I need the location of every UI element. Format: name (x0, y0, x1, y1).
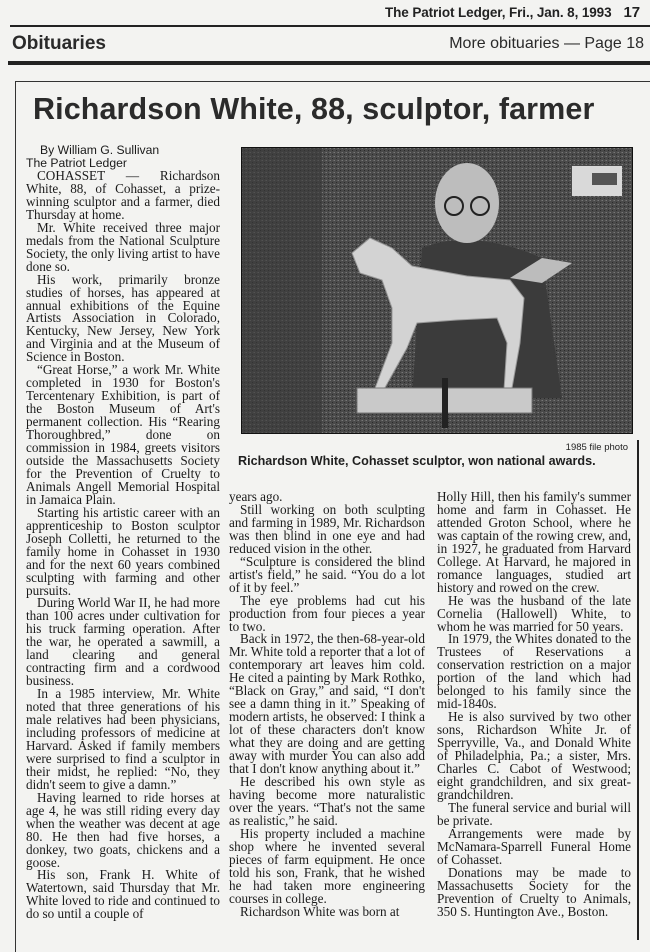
photo-credit: 1985 file photo (565, 442, 628, 453)
paragraph: Donations may be made to Massachusetts Society for the Prevention of Cruelty to Animals, 350 S. Huntington Ave., Boston. (437, 864, 631, 919)
paragraph: years ago. (229, 489, 283, 504)
paragraph: During World War II, he had more than 100 acres under cultivation for his truck farming operation. After the war, he operated a sawmill, a land clearing and general contracting firm and a cordwood business. (26, 595, 220, 689)
paragraph: He is also survived by two other sons, Richardson White Jr. of Sperryville, Va., and Donald White of Philadelphia, Pa.; a sister, Mrs. Charles C. Cabot of Westwood; eight grandchildren, and six great-grandchildren. (437, 709, 631, 802)
paragraph: Richardson White was born at (240, 903, 400, 919)
paragraph: Arrangements were made by McNamara-Sparrell Funeral Home of Cohasset. (437, 825, 631, 867)
paragraph: His property included a machine shop where he invented several pieces of farm equipment. He once told his son, Frank, that he wished he had taken more engineering courses in college. (229, 825, 425, 906)
article-column-1 (26, 144, 220, 921)
paragraph: His work, primarily bronze studies of horses, has appeared at annual exhibitions of the Equine Artists Association in Colorado, Kentucky, New Jersey, New York and Virginia and at the Museum of Science in Boston. (26, 271, 220, 365)
paragraph: Holly Hill, then his family's summer home and farm in Cohasset. He attended Groton School, where he was captain of the rowing crew, and, in 1927, he graduated from Harvard College. At Harvard, he majored in romance languages, studied art history and rowed on the crew. (437, 489, 631, 595)
paragraph: “Sculpture is considered the blind artist's field,” he said. “You do a lot of it by feel.” (229, 553, 425, 595)
paragraph: In 1979, the Whites donated to the Trustees of Reservations a conservation restriction on a major portion of the land which had belonged to his family since the mid-1840s. (437, 631, 631, 712)
paragraph: In a 1985 interview, Mr. White noted that three generations of his male relatives had been physicians, including professors of medicine at Harvard. Asked if family members were surprised to find a sculptor in their midst, he replied: “No, they didn't seem to give a damn.” (26, 686, 220, 792)
article-frame-right-rule (637, 440, 639, 940)
publication-dateline: The Patriot Ledger, Fri., Jan. 8, 1993 (384, 5, 612, 20)
sculptor-photo-illustration (242, 148, 632, 433)
paragraph: He was the husband of the late Cornelia (Hallowell) White, to whom he was married for 50 years. (437, 592, 631, 634)
byline (26, 144, 220, 170)
paragraph: The eye problems had cut his production from four pieces a year to two. (229, 592, 425, 634)
paragraph: Having learned to ride horses at age 4, he was still riding every day when the weather was decent at age 80. He then had five horses, a donkey, two goats, chickens and a goose. (26, 789, 220, 870)
paragraph: He described his own style as having become more naturalistic over the years. “That's not the same as realistic,” he said. (229, 773, 425, 828)
section-title: Obituaries (12, 33, 106, 54)
headline: Richardson White, 88, sculptor, farmer (33, 92, 595, 126)
article-column-2 (229, 491, 425, 918)
paragraph: Still working on both sculpting and farming in 1989, Mr. Richardson was then blind in one eye and had reduced vision in the other. (229, 501, 425, 556)
byline-outlet: The Patriot Ledger (26, 156, 127, 170)
paragraph: The funeral service and burial will be private. (437, 799, 631, 828)
paragraph: COHASSET — Richardson White, 88, of Cohasset, a prize-winning sculptor and a farmer, died Thursday at home. (26, 168, 220, 222)
page-number: 17 (623, 4, 640, 21)
paragraph: Back in 1972, the then-68-year-old Mr. White told a reporter that a lot of contemporary art leaves him cold. He cited a painting by Mark Rothko, “Black on Gray,” and said, “I don't see a damn thing in it.” Speaking of modern artists, he observed: I think a lot of these characters don't know what they are doing and are getting away with murder You can also add that I don't know anything about it.” (229, 631, 425, 777)
more-obituaries-reference: More obituaries — Page 18 (449, 35, 644, 52)
section-rule (8, 61, 650, 65)
article-photo (241, 147, 633, 434)
masthead-rule (10, 25, 650, 27)
byline-author: By William G. Sullivan (40, 143, 160, 157)
paragraph: His son, Frank H. White of Watertown, said Thursday that Mr. White loved to ride and continued to do so until a couple of (26, 867, 220, 922)
paragraph: “Great Horse,” a work Mr. White completed in 1930 for Boston's Tercentenary Exhibition, is part of the Boston Museum of Art's permanent collection. His “Rearing Thoroughbred,” done on commission in 1984, greets visitors outside the Massachusetts Society for the Prevention of Cruelty to Animals Angell Memorial Hospital in Jamaica Plain. (26, 362, 220, 507)
section-header (12, 33, 650, 59)
article-column-3 (437, 491, 631, 918)
paragraph: Starting his artistic career with an apprenticeship to Boston sculptor Joseph Colletti, he returned to the family home in Cohasset in 1930 and for the next 60 years combined sculpting with farming and other pursuits. (26, 504, 220, 598)
paragraph: Mr. White received three major medals from the National Sculpture Society, the only living artist to have done so. (26, 219, 220, 274)
masthead (385, 4, 640, 21)
photo-caption: Richardson White, Cohasset sculptor, won national awards. (238, 454, 596, 468)
